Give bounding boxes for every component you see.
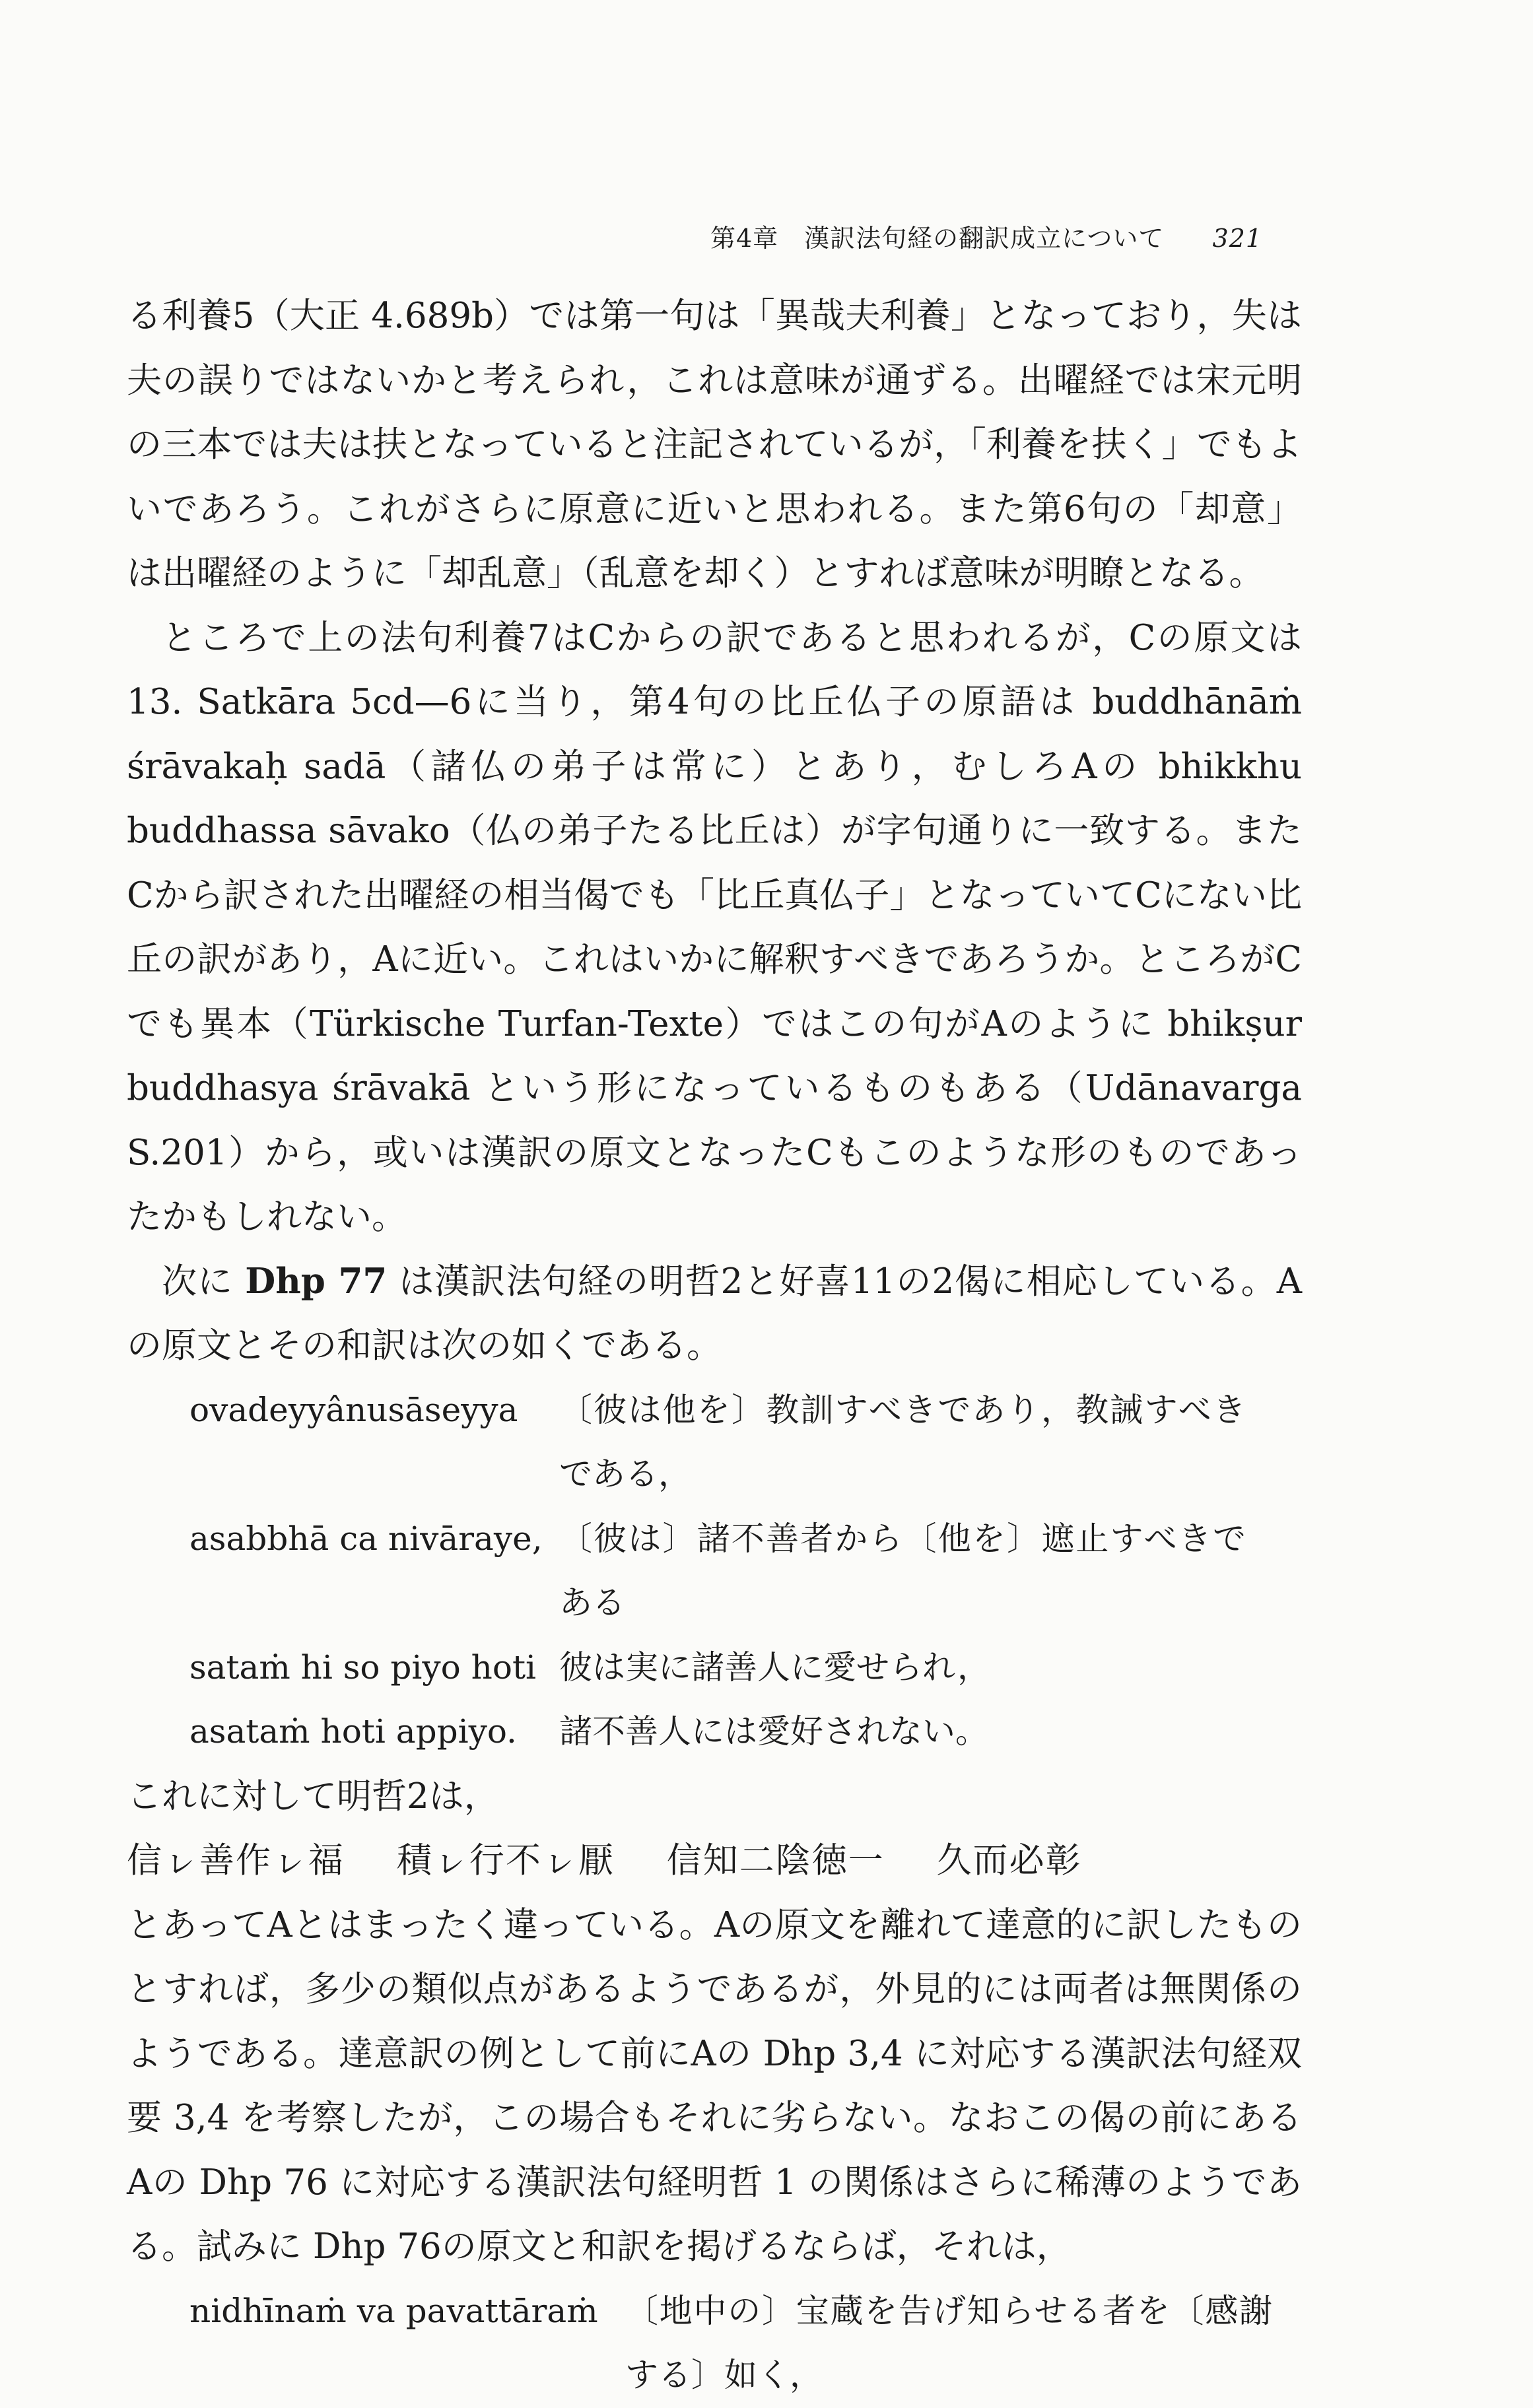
kanbun-phrase: 信知二陰徳一 — [666, 1840, 885, 1881]
paragraph-3 — [127, 1250, 1302, 1378]
paragraph-5: とあってAとはまったく違っている。Aの原文を離れて達意的に訳したものとすれば，多少の類似点があるようであるが，外見的には両者は無関係のようである。達意訳の例として前にAの Dhp 3,4 に対応する漢訳法句経双要 3,4 を考察したが，この場合もそれに劣らない。なおこの偈の前にあるAの Dhp 76 に対応する漢訳法句経明哲 1 の関係はさらに稀薄のようである。試みに Dhp 76の原文と和訳を掲げるならば，それは， — [127, 1904, 1302, 2267]
japanese-line: 〔地中の〕宝蔵を告げ知らせる者を〔感謝する〕如く， — [625, 2291, 1272, 2394]
japanese-line: 諸不善人には愛好されない。 — [559, 1712, 988, 1751]
kanbun-phrase: 久而必彰 — [936, 1840, 1082, 1881]
paragraph-4: これに対して明哲2は， — [127, 1776, 499, 1817]
japanese-line: 彼は実に諸善人に愛せられ， — [559, 1648, 990, 1687]
p3-post: は漢訳法句経の明哲2と好喜11の2偈に相応している。Aの原文とその和訳は次の如くである。 — [127, 1261, 1302, 1366]
header-title: 第4章 漢訳法句経の翻訳成立について — [710, 224, 1165, 253]
japanese-line: 〔彼は〕諸不善者から〔他を〕遮止すべきである — [559, 1519, 1246, 1622]
page-number: 321 — [1212, 224, 1262, 253]
verse-block-2 — [189, 2279, 1302, 2408]
kanbun-verse — [127, 1828, 1302, 1893]
pali-line: sataṁ hi so piyo hoti — [189, 1648, 537, 1687]
dhp-ref: Dhp 77 — [245, 1260, 388, 1302]
paragraph-2: ところで上の法句利養7はCからの訳であると思われるが，Cの原文は 13. Satkāra 5cd—6に当り，第4句の比丘仏子の原語は buddhānāṁ śrāvakaḥ sadā（諸仏の弟子は常に）とあり，むしろAの bhikkhu buddhassa sāvako（仏の弟子たる比丘は）が字句通りに一致する。またCから訳された出曜経の相当偈でも「比丘真仏子」となっていてCにない比丘の訳があり，Aに近い。これはいかに解釈すべきであろうか。ところがCでも異本（Türkische Turfan-Texte）ではこの句がAのように bhikṣur buddhasya śrāvakā という形になっているものもある（Udānavarga S.201）から，或いは漢訳の原文となったCもこのような形のものであったかもしれない。 — [127, 617, 1302, 1237]
pali-line: ovadeyyânusāseyya — [189, 1390, 518, 1429]
p3-pre: 次に — [162, 1261, 246, 1302]
pali-line: asabbhā ca nivāraye, — [189, 1519, 543, 1558]
pali-line: nidhīnaṁ va pavattāraṁ — [189, 2291, 598, 2330]
paragraph-1: る利養5（大正 4.689b）では第一句は「異哉夫利養」となっており，失は夫の誤りではないかと考えられ，これは意味が通ずる。出曜経では宋元明の三本では夫は扶となっていると注記されているが，「利養を扶く」でもよいであろう。これがさらに原意に近いと思われる。また第6句の「却意」は出曜経のように「却乱意」（乱意を却く）とすれば意味が明瞭となる。 — [127, 296, 1302, 593]
kanbun-phrase: 信ㇾ善作ㇾ福 — [127, 1840, 345, 1881]
kanbun-phrase: 積ㇾ行不ㇾ厭 — [396, 1840, 615, 1881]
verse-block-1 — [189, 1378, 1302, 1764]
running-header — [710, 218, 1262, 254]
pali-line: asataṁ hoti appiyo. — [189, 1712, 517, 1751]
body-text — [127, 284, 1302, 2408]
japanese-line: 〔彼は他を〕教訓すべきであり，教誡すべきである， — [559, 1390, 1246, 1493]
